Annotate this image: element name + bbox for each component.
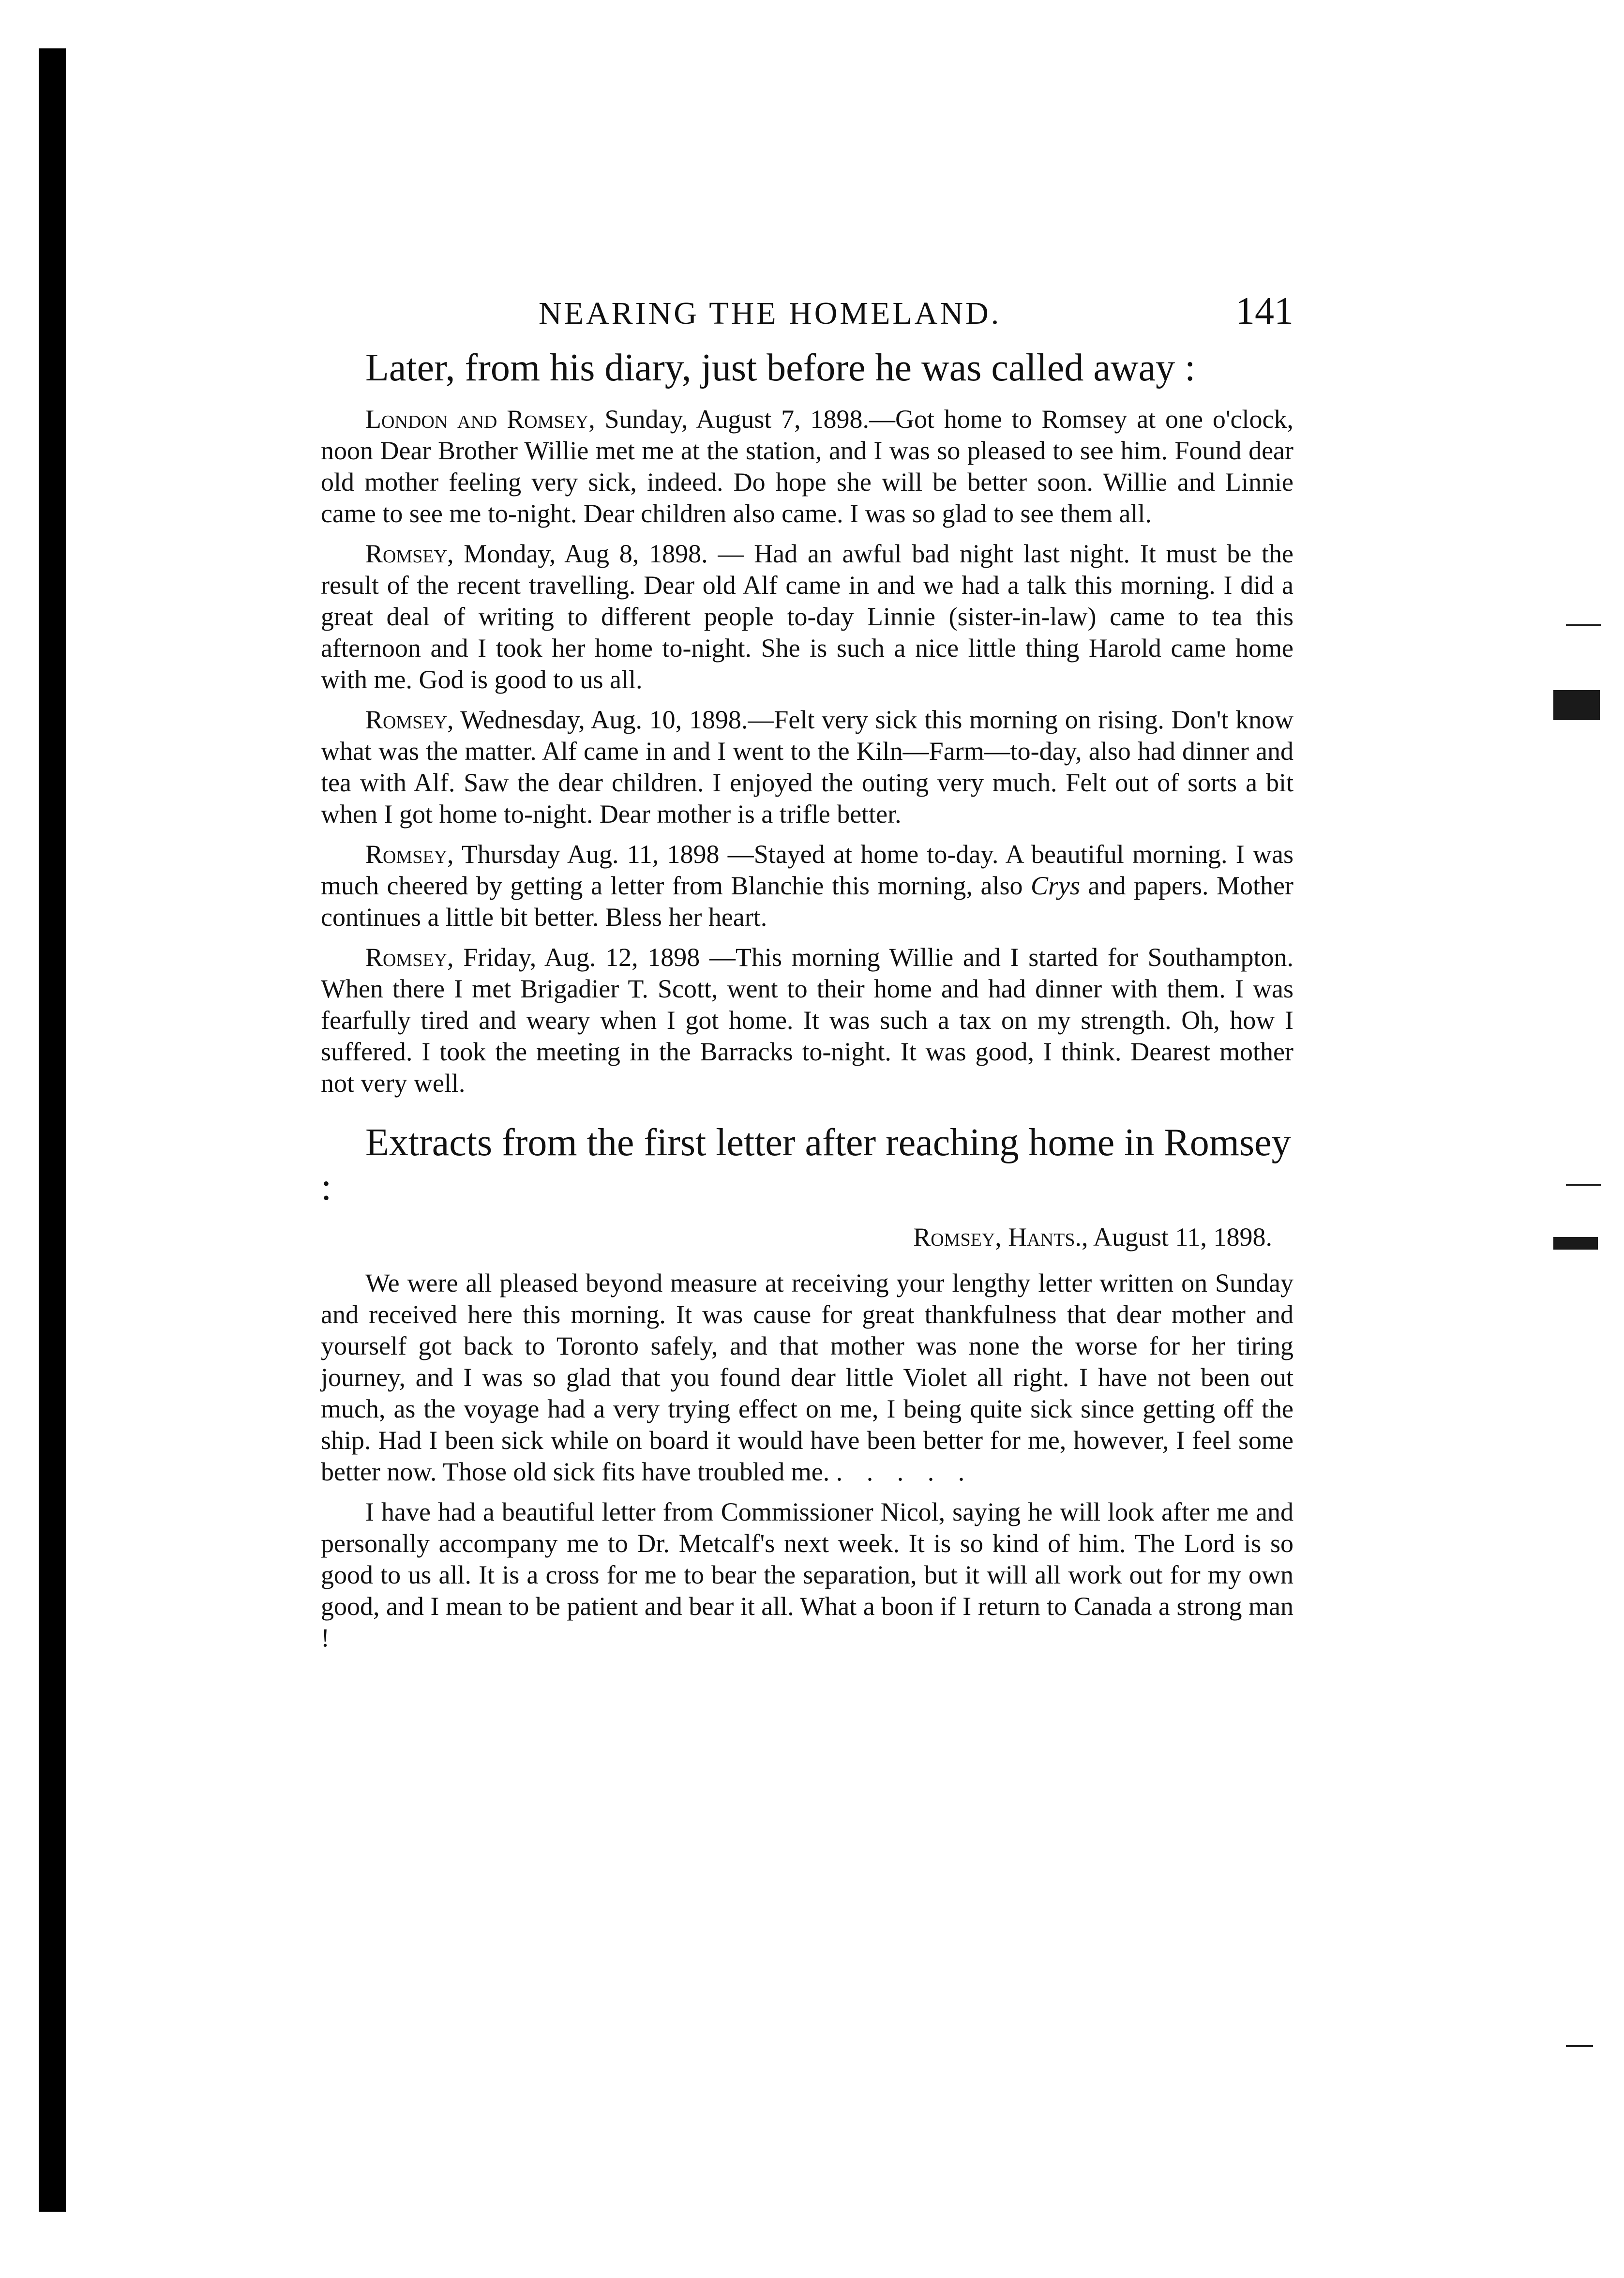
- entry-text: , Monday, Aug 8, 1898. — Had an awful bad night last night. It must be the result of the recent travelling. Dear old Alf came in and we had a talk this morning. I did a great deal of writing to different people to-day Linnie (sister-in-law) came to tea this afternoon and I took her home to-night. She is such a nice little thing Harold came home with me. God is good to us all.: [321, 539, 1293, 694]
- binding-edge: [39, 48, 66, 2212]
- margin-mark: [1553, 1237, 1598, 1250]
- letter-date: , August 11, 1898.: [1081, 1222, 1272, 1252]
- letter-dateline: [321, 1220, 1272, 1254]
- section-heading-letter: Extracts from the first letter after reaching home in Romsey :: [321, 1121, 1291, 1208]
- margin-mark: [1566, 624, 1601, 626]
- entry-place: Romsey: [365, 840, 448, 869]
- page-number: 141: [1235, 290, 1293, 332]
- letter-ellipsis: . . . . .: [836, 1457, 974, 1486]
- margin-mark: [1566, 2045, 1593, 2047]
- entry-text: and papers. Mother continues a little bit better. Bless her heart.: [321, 871, 1293, 932]
- entry-place: London and Romsey: [365, 405, 589, 434]
- diary-entry: [321, 404, 1293, 529]
- letter-paragraph: [321, 1496, 1293, 1654]
- diary-entry: [321, 538, 1293, 695]
- diary-entry: [321, 942, 1293, 1099]
- running-head-title: NEARING THE HOMELAND.: [539, 296, 1002, 331]
- entry-text: , Thursday Aug. 11, 1898 —Stayed at home to-day. A beautiful morning. I was much cheered by getting a letter from Blanchie this morning, also: [321, 840, 1293, 900]
- entry-italic-title: Crys: [1031, 871, 1081, 900]
- entry-place: Romsey: [365, 705, 448, 734]
- book-page: [321, 286, 1293, 1662]
- entry-text: , Wednesday, Aug. 10, 1898.—Felt very sick this morning on rising. Don't know what was the matter. Alf came in and I went to the Kiln—Farm—to-day, also had dinner and tea with Alf. Saw the dear children. I enjoyed the outing very much. Felt out of sorts a bit when I got home to-night. Dear mother is a trifle better.: [321, 705, 1293, 829]
- margin-mark: [1553, 690, 1600, 720]
- entry-text: , Friday, Aug. 12, 1898 —This morning Willie and I started for Southampton. When there I met Brigadier T. Scott, went to their home and had dinner with them. I was fearfully tired and weary when I got home. It was such a tax on my strength. Oh, how I suffered. I took the meeting in the Barracks to-night. It was good, I think. Dearest mother not very well.: [321, 943, 1293, 1098]
- running-head: [321, 286, 1293, 339]
- entry-place: Romsey: [365, 943, 448, 972]
- entry-place: Romsey: [365, 539, 448, 568]
- diary-entry: [321, 839, 1293, 933]
- letter-text: I have had a beautiful letter from Commissioner Nicol, saying he will look after me and personally accompany me to Dr. Metcalf's next week. It is so kind of him. The Lord is so good to us all. It is a cross for me to bear the separation, but it will all work out for my own good, and I mean to be patient and bear it all. What a boon if I return to Canada a strong man !: [321, 1497, 1293, 1652]
- letter-paragraph: [321, 1267, 1293, 1488]
- diary-entry: [321, 704, 1293, 830]
- section-heading-diary: Later, from his diary, just before he was called away :: [365, 347, 1196, 389]
- margin-mark: [1566, 1184, 1601, 1186]
- letter-text: We were all pleased beyond measure at receiving your lengthy letter written on Sunday and received here this morning. It was cause for great thankfulness that dear mother and yourself got back to Toronto safely, and that mother was none the worse for her tiring journey, and I was so glad that you found dear little Violet all right. I have not been out much, as the voyage had a very trying effect on me, I being quite sick since getting off the ship. Had I been sick while on board it would have been better for me, however, I feel some better now. Those old sick fits have troubled me.: [321, 1268, 1293, 1486]
- letter-place: Romsey, Hants.: [913, 1222, 1082, 1252]
- entry-text: , Sunday, August 7, 1898.—Got home to Romsey at one o'clock, noon Dear Brother Willie met me at the station, and I was so pleased to see him. Found dear old mother feeling very sick, indeed. Do hope she will be better soon. Willie and Linnie came to see me to-night. Dear children also came. I was so glad to see them all.: [321, 405, 1293, 528]
